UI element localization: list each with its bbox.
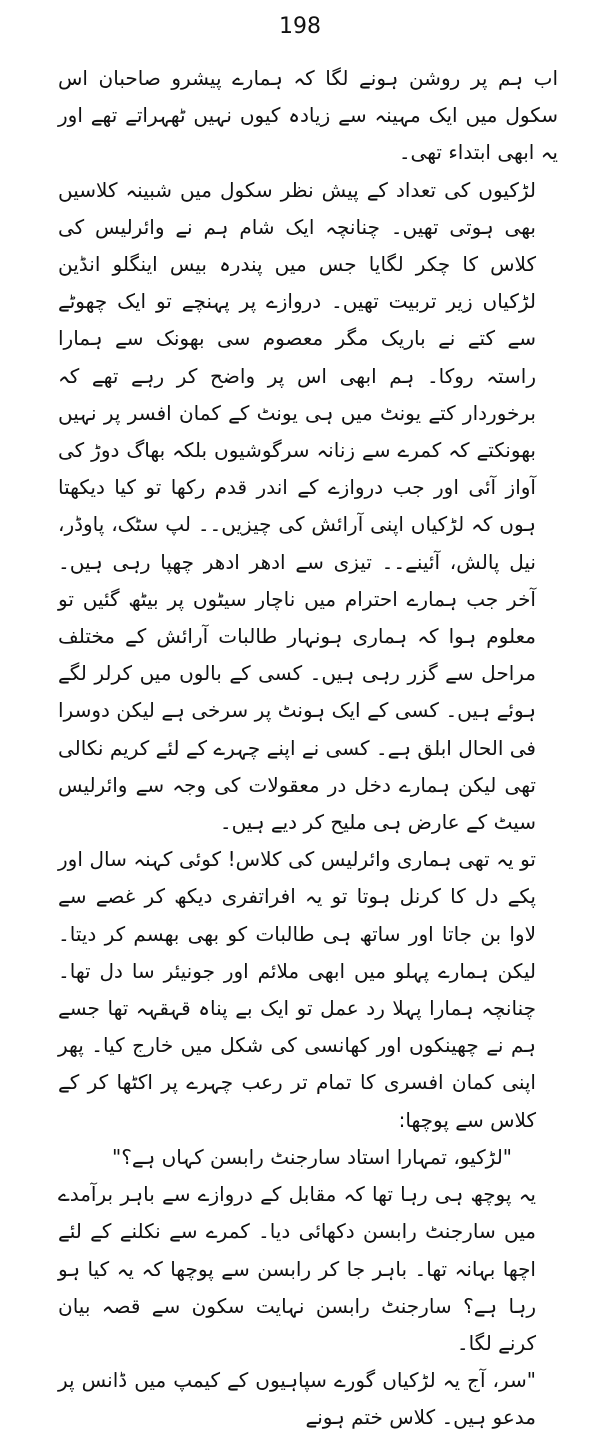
page-body [58, 60, 558, 1437]
paragraph-3: تو یہ تھی ہماری وائرلیس کی کلاس! کوئی کہنہ سال اور پکے دل کا کرنل ہوتا تو یہ افراتفری دیکھ کر غصے سے لاوا بن جاتا اور ساتھ ہی طالبات کو بھی بھسم کر دیتا۔ لیکن ہمارے پہلو میں ابھی ملائم اور جونیئر سا دل تھا۔ چنانچہ ہمارا پہلا رد عمل تو ایک بے پناہ قہقہہ تھا جسے ہم نے چھینکوں اور کھانسی کی شکل میں خارج کیا۔ پھر اپنی کمان افسری کا تمام تر رعب چہرے پر اکٹھا کر کے کلاس سے پوچھا: [58, 847, 536, 1132]
paragraph-2: لڑکیوں کی تعداد کے پیش نظر سکول میں شبینہ کلاسیں بھی ہوتی تھیں۔ چنانچہ ایک شام ہم نے وائرلیس کی کلاس کا چکر لگایا جس میں پندرہ بیس اینگلو انڈین لڑکیاں زیر تربیت تھیں۔ دروازے پر پہنچے تو ایک چھوٹے سے کتے نے باریک مگر معصوم سی بھونک سے ہمارا راستہ روکا۔ ہم ابھی اس پر واضح کر رہے تھے کہ برخوردار کتے یونٹ میں ہی یونٹ کے کمان افسر پر نہیں بھونکتے کہ کمرے سے زنانہ سرگوشیوں بلکہ بھاگ دوڑ کی آواز آئی اور جب دروازے کے اندر قدم رکھا تو کیا دیکھتا ہوں کہ لڑکیاں اپنی آرائش کی چیزیں۔۔ لپ سٹک، پاوڈر، نیل پالش، آئینے۔۔ تیزی سے ادھر ادھر چھپا رہی ہیں۔ آخر جب ہمارے احترام میں ناچار سیٹوں پر بیٹھ گئیں تو معلوم ہوا کہ ہماری ہونہار طالبات آرائش کے مختلف مراحل سے گزر رہی ہیں۔ کسی کے بالوں میں کرلر لگے ہوئے ہیں۔ کسی کے ایک ہونٹ پر سرخی ہے لیکن دوسرا فی الحال ابلق ہے۔ کسی نے اپنے چہرے کے لئے کریم نکالی تھی لیکن ہمارے دخل در معقولات کی وجہ سے وائرلیس سیٹ کے عارض ہی ملیح کر دیے ہیں۔ [58, 177, 536, 835]
quote-question: "لڑکیو، تمہارا استاد سارجنٹ رابسن کہاں ہے؟" [112, 1144, 512, 1169]
quote-answer: "سر، آج یہ لڑکیاں گورے سپاہیوں کے کیمپ میں ڈانس پر مدعو ہیں۔ کلاس ختم ہونے [58, 1368, 536, 1430]
page-number: 198 [279, 14, 321, 39]
paragraph-4: یہ پوچھ ہی رہا تھا کہ مقابل کے دروازے سے باہر برآمدے میں سارجنٹ رابسن دکھائی دیا۔ کمرے سے نکلنے کے لئے اچھا بہانہ تھا۔ باہر جا کر رابسن سے پوچھا کہ یہ کیا ہو رہا ہے؟ سارجنٹ رابسن نہایت سکون سے قصہ بیان کرنے لگا۔ [58, 1182, 536, 1355]
paragraph-1: اب ہم پر روشن ہونے لگا کہ ہمارے پیشرو صاحبان اس سکول میں ایک مہینہ سے زیادہ کیوں نہیں ٹھہراتے تھے اور یہ ابھی ابتداء تھی۔ [58, 66, 558, 165]
